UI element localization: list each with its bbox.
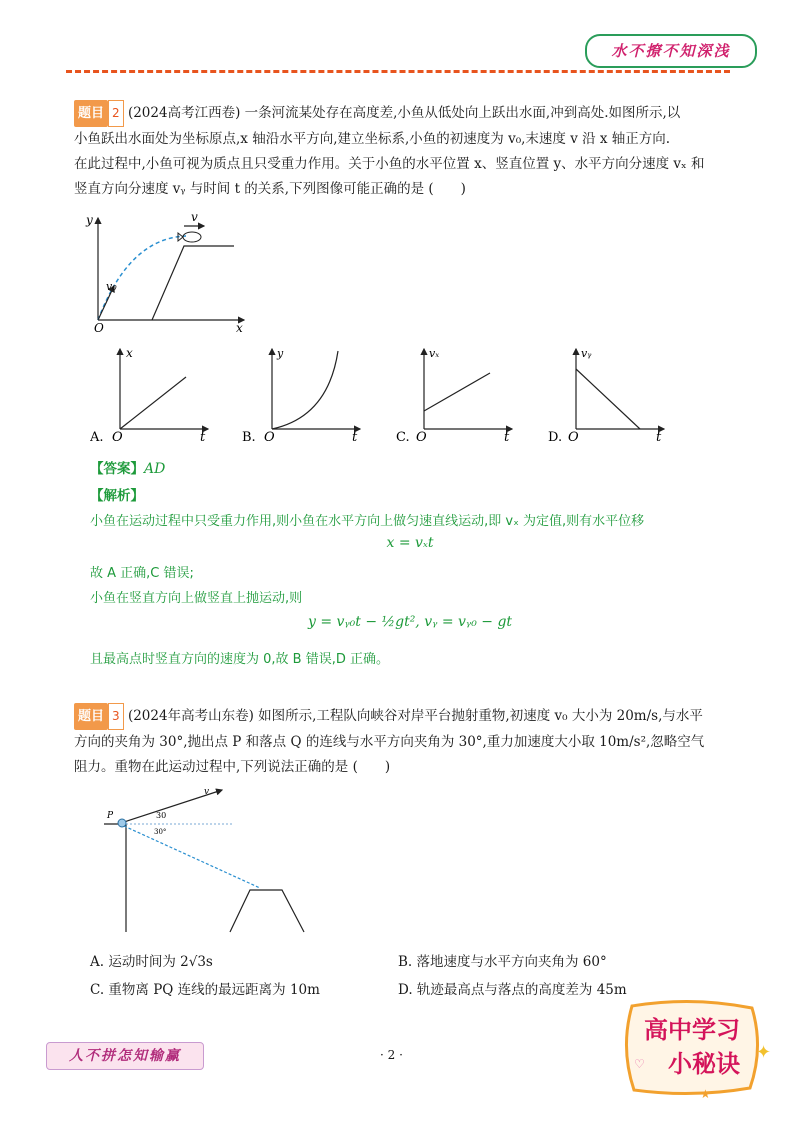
graph-d	[548, 347, 664, 445]
q3-line3: 阻力。重物在此运动过程中,下列说法正确的是 ( )	[74, 759, 391, 775]
q2-number: 2	[108, 100, 124, 127]
graph-d-line	[576, 369, 640, 429]
q3-number: 3	[108, 703, 124, 730]
q3-line1	[74, 703, 734, 730]
q2-answer	[90, 457, 730, 477]
q2-fig-x-label: x	[236, 321, 243, 335]
page-number: · 2 ·	[380, 1048, 403, 1062]
point-p-ball	[118, 819, 126, 827]
q2-fig-origin: O	[94, 321, 104, 335]
q3-fig-angle-2: 30°	[154, 828, 167, 836]
formula-1: x = vₓt	[386, 535, 434, 551]
graph-a-tlabel: t	[200, 430, 206, 445]
badge-line-1: 高中学习	[644, 1016, 740, 1044]
graph-a-origin: O	[112, 430, 123, 445]
graph-c-origin: O	[416, 430, 427, 445]
q3-option-c[interactable]: C. 重物离 PQ 连线的最远距离为 10m	[90, 982, 320, 998]
q3-option-a[interactable]: A. 运动时间为 2√3s	[90, 954, 213, 970]
pq-line	[124, 826, 260, 888]
graph-c-ylabel: vₓ	[429, 347, 440, 360]
header-slogan: 水不撩不知深浅	[585, 34, 757, 68]
graph-a-ylabel: x	[126, 346, 133, 360]
q2-tag: 题目	[74, 100, 108, 127]
q3-canyon-figure	[104, 786, 324, 936]
q2-line4: 竖直方向分速度 vᵧ 与时间 t 的关系,下列图像可能正确的是 ( )	[74, 181, 466, 197]
q2-fig-v0-label: v₀	[106, 280, 117, 293]
graph-b-origin: O	[264, 430, 275, 445]
q3-option-d[interactable]: D. 轨迹最高点与落点的高度差为 45m	[398, 982, 627, 998]
q3-stem	[74, 703, 734, 780]
q2-trajectory	[98, 236, 186, 320]
q3-fig-v-label: v	[204, 787, 210, 797]
graph-c-line	[424, 373, 490, 411]
q2-line1	[74, 100, 734, 127]
far-platform	[230, 890, 304, 932]
q3-fig-angle-1: 30	[156, 811, 167, 820]
footer-slogan: 人不拼怎知输赢	[46, 1042, 204, 1070]
q2-fig-y-label: y	[86, 213, 93, 227]
q3-fig-p-label: P	[107, 811, 114, 821]
heart-icon: ♡	[634, 1057, 645, 1071]
graph-b	[242, 347, 360, 445]
graph-b-tlabel: t	[352, 430, 358, 445]
formula-2: y = vᵧ₀t − ½gt², vᵧ = vᵧ₀ − gt	[307, 614, 513, 630]
analysis-line-1: 小鱼在运动过程中只受重力作用,则小鱼在水平方向上做匀速直线运动,即 vₓ 为定值,则有水平位移	[90, 514, 645, 529]
q2-line3: 在此过程中,小鱼可视为质点且只受重力作用。关于小鱼的水平位置 x、竖直位置 y、水平方向分速度 vₓ 和	[74, 156, 705, 172]
graph-d-origin: O	[568, 430, 579, 445]
q2-line2: 小鱼跃出水面处为坐标原点,x 轴沿水平方向,建立坐标系,小鱼的初速度为 v₀,末速度 v 沿 x 轴正方向.	[74, 131, 671, 147]
graph-c-label: C.	[396, 430, 410, 445]
q3-tag: 题目	[74, 703, 108, 730]
fish-icon	[183, 232, 201, 242]
graph-a	[90, 346, 208, 445]
study-tips-badge	[612, 998, 772, 1102]
star-icon: ★	[700, 1087, 711, 1101]
q3-text-1: (2024年高考山东卷) 如图所示,工程队向峡谷对岸平台抛射重物,初速度 v₀ 大小为 20m/s,与水平	[127, 708, 703, 724]
graph-a-line	[120, 377, 186, 429]
q2-stem	[74, 100, 734, 202]
graph-b-label: B.	[242, 430, 256, 445]
analysis-label: 【解析】	[90, 488, 144, 504]
graph-c-tlabel: t	[504, 430, 510, 445]
answer-label: 【答案】	[90, 461, 144, 477]
analysis-line-3: 小鱼在竖直方向上做竖直上抛运动,则	[90, 591, 303, 606]
header-divider	[66, 70, 730, 73]
graph-b-ylabel: y	[277, 347, 284, 360]
graph-d-ylabel: vᵧ	[581, 347, 592, 360]
answer-value: AD	[144, 461, 166, 477]
graph-b-curve	[272, 351, 338, 429]
q2-fig-v-label: v	[191, 210, 198, 224]
analysis-line-2: 故 A 正确,C 错误;	[90, 566, 194, 581]
graph-a-label: A.	[90, 430, 104, 445]
q2-bank-outline	[152, 246, 234, 320]
graph-c	[396, 347, 512, 445]
analysis-line-4: 且最高点时竖直方向的速度为 0,故 B 错误,D 正确。	[90, 652, 389, 667]
q2-text-1: (2024高考江西卷) 一条河流某处存在高度差,小鱼从低处向上跃出水面,冲到高处.如图所示,以	[127, 105, 681, 121]
q3-option-b[interactable]: B. 落地速度与水平方向夹角为 60°	[398, 954, 607, 970]
graph-d-tlabel: t	[656, 430, 662, 445]
q3-line2: 方向的夹角为 30°,抛出点 P 和落点 Q 的连线与水平方向夹角为 30°,重力加速度大小取 10m/s²,忽略空气	[74, 734, 705, 750]
graph-d-label: D.	[548, 430, 563, 445]
badge-line-2: 小秘诀	[668, 1050, 740, 1078]
q2-fish-figure	[84, 208, 254, 336]
sparkle-icon: ✦	[756, 1042, 772, 1063]
q2-option-graphs	[90, 343, 730, 447]
